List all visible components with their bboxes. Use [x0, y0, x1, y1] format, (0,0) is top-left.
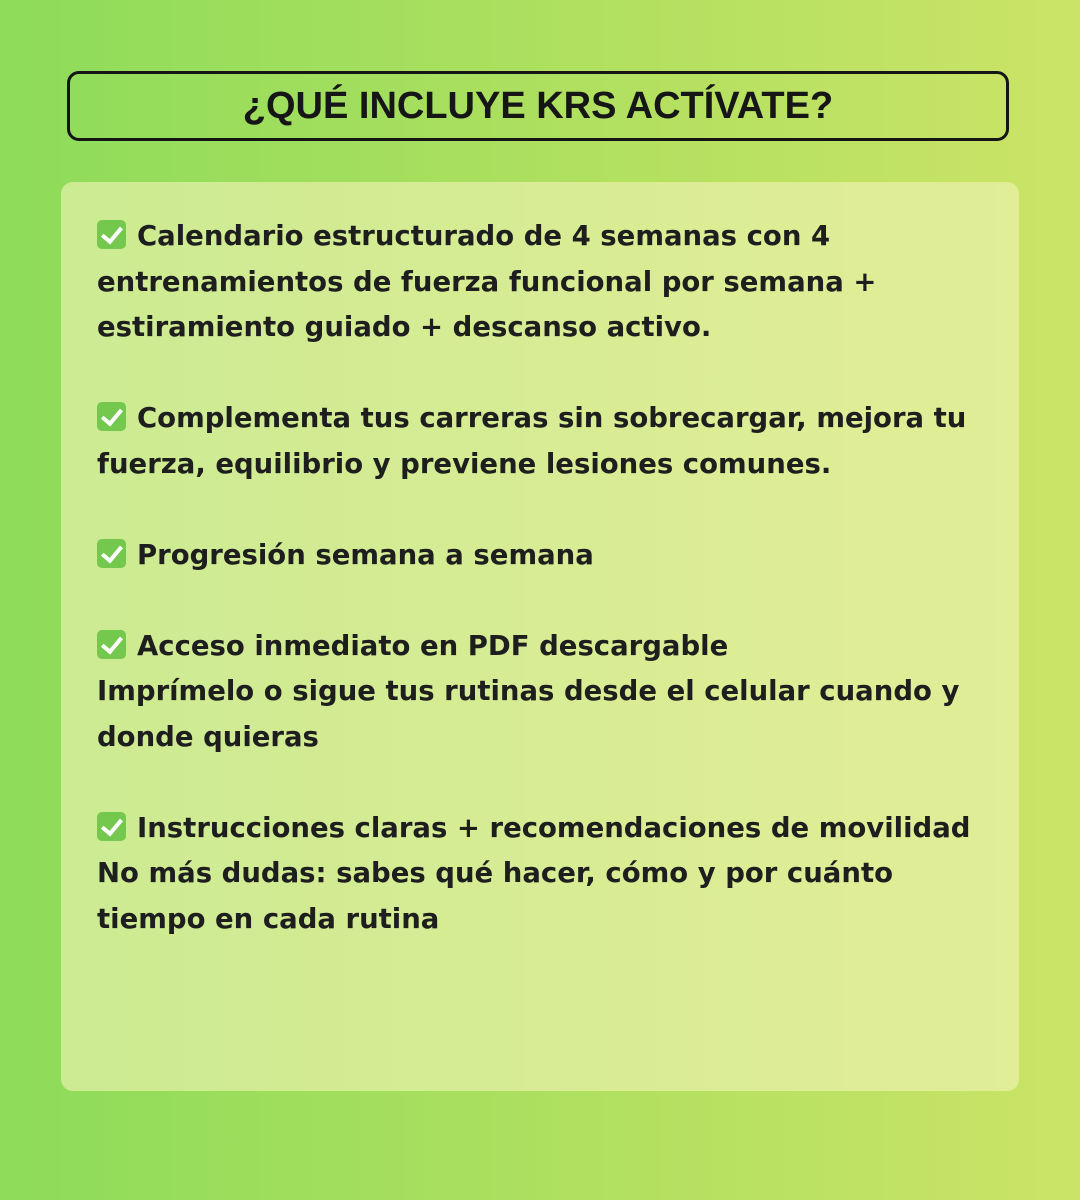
- feature-text: Progresión semana a semana: [137, 538, 594, 571]
- check-mark-icon: [97, 220, 126, 249]
- feature-detail: Imprímelo o sigue tus rutinas desde el celular cuando y donde quieras: [97, 675, 960, 753]
- feature-text: Instrucciones claras + recomendaciones de movilidad: [137, 811, 971, 844]
- feature-detail: No más dudas: sabes qué hacer, cómo y por cuánto tiempo en cada rutina: [97, 857, 893, 935]
- feature-text: Complementa tus carreras sin sobrecargar, mejora tu fuerza, equilibrio y previene lesiones comunes.: [97, 402, 967, 480]
- feature-item-progression: [97, 533, 989, 579]
- feature-item-complement: [97, 396, 989, 487]
- check-mark-icon: [97, 630, 126, 659]
- feature-item-calendar: [97, 214, 989, 351]
- check-mark-icon: [97, 539, 126, 568]
- feature-item-instructions: [97, 806, 989, 943]
- title-banner: [67, 71, 1009, 141]
- check-mark-icon: [97, 402, 126, 431]
- features-card: [61, 182, 1019, 1091]
- feature-text: Calendario estructurado de 4 semanas con 4 entrenamientos de fuerza funcional por semana + estiramiento guiado + descanso activo.: [97, 220, 877, 343]
- feature-text: Acceso inmediato en PDF descargable: [137, 629, 729, 662]
- page-title: ¿QUÉ INCLUYE KRS ACTÍVATE?: [242, 84, 834, 127]
- check-mark-icon: [97, 812, 126, 841]
- feature-item-pdf-access: [97, 624, 989, 761]
